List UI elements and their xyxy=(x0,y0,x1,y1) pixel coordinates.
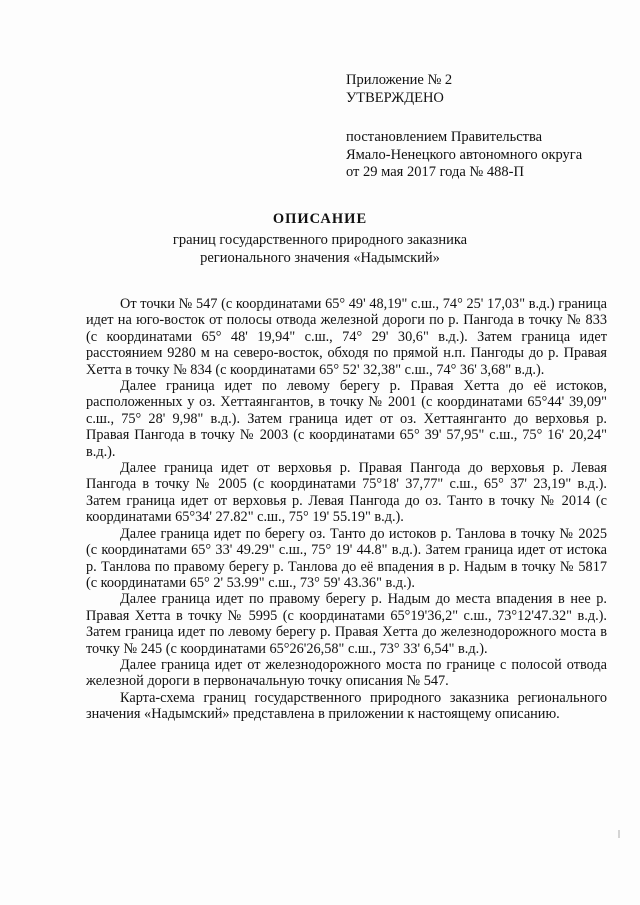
document-subtitle-line-1: границ государственного природного заказника xyxy=(172,232,468,248)
paragraph-5: Далее граница идет по правому берегу р. Надым до места впадения в нее р. Правая Хетта в точку № 5995 (с координатами 65°19'36,2" с.ш., 73°12'47.32" в.д.). Затем граница идет по левому берегу р. Правая Хетта до железнодорожного моста в точку № 245 (с координатами 65°26'26,58" с.ш., 73° 33' 6,54" в.д.). xyxy=(86,591,607,657)
approved-stamp-text: УТВЕРЖДЕНО xyxy=(346,89,444,106)
document-title-block xyxy=(60,210,580,267)
decree-line-1: постановлением Правительства xyxy=(346,129,543,145)
approval-spacer xyxy=(346,107,616,129)
scan-speck xyxy=(618,830,620,838)
paragraph-7: Карта-схема границ государственного природного заказника регионального значения «Надымский» представлена в приложении к настоящему описанию. xyxy=(86,689,607,723)
paragraph-6: Далее граница идет от железнодорожного моста по границе с полосой отвода железной дороги в первоначальную точку описания № 547. xyxy=(86,656,607,690)
decree-line-2: Ямало-Ненецкого автономного округа xyxy=(346,146,583,163)
paragraph-1: От точки № 547 (с координатами 65° 49' 48,19" с.ш., 74° 25' 17,03" в.д.) граница идет на юго-восток от полосы отвода железной дороги по р. Пангода в точку № 833 (с координатами 65° 48' 19,94" с.ш., 74° 29' 30,6" в.д.). Затем граница идет расстоянием 9280 м на северо-восток, обходя по прямой н.п. Пангоды до р. Правая Хетта в точку № 834 (с координатами 65° 52' 32,38" с.ш., 74° 36' 3,68" в.д.). xyxy=(86,296,607,378)
document-subtitle-line-2: регионального значения «Надымский» xyxy=(200,250,440,266)
document-body xyxy=(86,296,607,723)
paragraph-2: Далее граница идет по левому берегу р. Правая Хетта до её истоков, расположенных у оз. Хеттаянгантов, в точку № 2001 (с координатами 65°44' 39,09" с.ш., 75° 28' 9,98" в.д.). Затем граница идет от оз. Хеттаянганто до верховья р. Правая Пангода в точку № 2003 (с координатами 65° 39' 57,95" с.ш., 75° 16' 20,24" в.д.). xyxy=(86,378,607,460)
appendix-label: Приложение № 2 xyxy=(346,72,453,88)
paragraph-4: Далее граница идет по берегу оз. Танто до истоков р. Танлова в точку № 2025 (с координатами 65° 33' 49.29" с.ш., 75° 19' 44.8" в.д.). Затем граница идет от истока р. Танлова по правому берегу р. Танлова до её впадения в р. Надым в точку № 5817 (с координатами 65° 2' 53.99" с.ш., 73° 59' 43.36" в.д.). xyxy=(86,525,607,591)
approval-block xyxy=(346,72,616,182)
decree-line-3: от 29 мая 2017 года № 488-П xyxy=(346,164,524,180)
document-title: ОПИСАНИЕ xyxy=(272,211,368,227)
paragraph-3: Далее граница идет от верховья р. Правая Пангода до верховья р. Левая Пангода в точку № 2005 (с координатами 75°18' 37,77" с.ш., 65° 37' 23,19" в.д.). Затем граница идет от верховья р. Левая Пангода до оз. Танто в точку № 2014 (с координатами 65°34' 27.82" с.ш., 75° 19' 55.19" в.д.). xyxy=(86,460,607,526)
